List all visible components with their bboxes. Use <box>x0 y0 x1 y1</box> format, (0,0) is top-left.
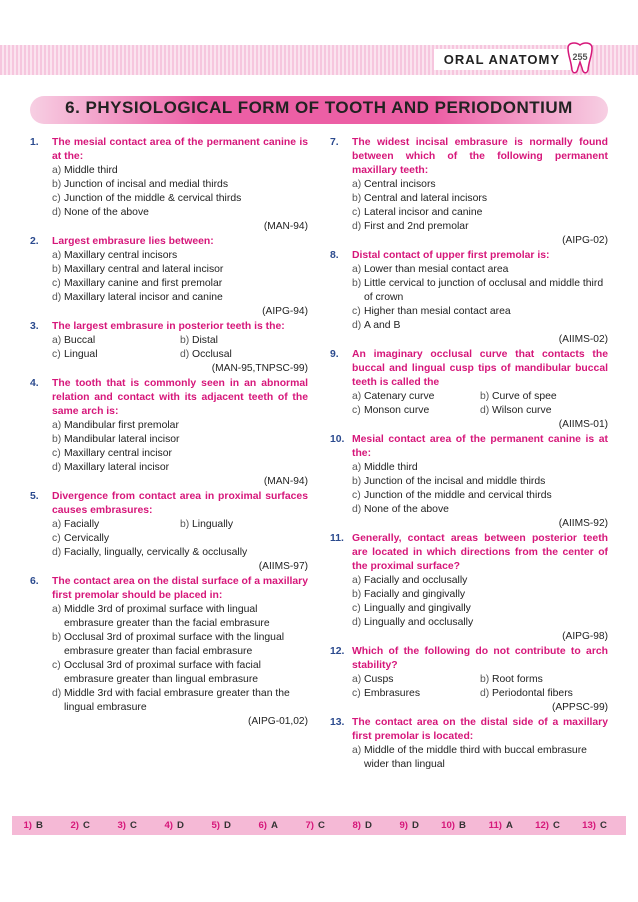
question-source: (AIIMS-97) <box>258 561 308 572</box>
answer-item <box>529 820 576 831</box>
answer-number: 1) <box>23 820 32 831</box>
option-text: Higher than mesial contact area <box>364 306 511 317</box>
option-text: None of the above <box>364 504 449 515</box>
option <box>52 532 308 546</box>
question-source: (MAN-95,TNPSC-99) <box>211 363 308 374</box>
option-text: Buccal <box>64 335 96 346</box>
option <box>352 263 608 277</box>
option-letter: a) <box>52 335 62 346</box>
option <box>180 348 308 362</box>
question-number: 10. <box>330 434 345 445</box>
option <box>352 602 608 616</box>
option-text: Middle 3rd with facial embrasure greater than the lingual embrasure <box>64 688 290 713</box>
option <box>352 192 608 206</box>
answer-value: D <box>412 820 419 831</box>
answer-item <box>153 820 200 831</box>
option-letter: c) <box>52 448 61 459</box>
question-text: The largest embrasure in posterior teeth is the: <box>52 321 285 332</box>
option-letter: d) <box>352 221 362 232</box>
option-letter: a) <box>352 264 362 275</box>
option <box>352 616 608 630</box>
option-text: Facially and occlusally <box>364 575 468 586</box>
answer-value: D <box>365 820 372 831</box>
answer-item <box>294 820 341 831</box>
option-text: Wilson curve <box>492 405 552 416</box>
option-pair <box>52 348 308 362</box>
answer-item <box>341 820 388 831</box>
option-pair <box>352 687 608 701</box>
option-letter: b) <box>352 278 362 289</box>
option <box>52 249 308 263</box>
option-text: Occlusal 3rd of proximal surface with facial embrasure greater than lingual embrasure <box>64 660 261 685</box>
question-number: 11. <box>330 533 344 544</box>
option-text: Lingually and occlusally <box>364 617 474 628</box>
option-letter: d) <box>52 292 62 303</box>
question <box>330 348 608 432</box>
answer-number: 3) <box>117 820 126 831</box>
question-number: 1. <box>30 137 39 148</box>
option-text: Facially and gingivally <box>364 589 466 600</box>
option-letter: b) <box>52 434 62 445</box>
question <box>330 433 608 531</box>
option <box>52 631 308 659</box>
answer-number: 2) <box>70 820 79 831</box>
option-letter: c) <box>52 349 61 360</box>
question-stem <box>30 320 308 334</box>
section-title: ORAL ANATOMY <box>434 49 570 70</box>
option-text: Lower than mesial contact area <box>364 264 509 275</box>
option-text: Maxillary lateral incisor <box>64 462 170 473</box>
option-letter: d) <box>480 405 490 416</box>
option-text: Occlusal <box>192 349 232 360</box>
answer-number: 5) <box>211 820 220 831</box>
option-letter: a) <box>52 604 62 615</box>
option <box>352 319 608 333</box>
question-text: Mesial contact area of the permanent canine is at the: <box>352 434 608 459</box>
option <box>352 277 608 305</box>
option <box>480 687 608 701</box>
question-stem <box>30 235 308 249</box>
question-source: (AIIMS-92) <box>558 518 608 529</box>
answer-value: D <box>224 820 231 831</box>
question-source: (AIIMS-02) <box>558 334 608 345</box>
option-letter: c) <box>52 660 61 671</box>
answer-item <box>200 820 247 831</box>
option-letter: b) <box>180 519 190 530</box>
option <box>180 334 308 348</box>
answer-value: C <box>318 820 325 831</box>
option <box>352 390 480 404</box>
question <box>330 136 608 248</box>
question-stem <box>330 136 608 178</box>
option-letter: d) <box>52 462 62 473</box>
option <box>352 744 608 772</box>
option <box>52 687 308 715</box>
option-letter: c) <box>352 405 361 416</box>
option-text: Facially, lingually, cervically & occlusally <box>64 547 248 558</box>
option-letter: a) <box>352 391 362 402</box>
question-number: 9. <box>330 349 339 360</box>
option-letter: a) <box>52 420 62 431</box>
option-letter: b) <box>480 674 490 685</box>
option-letter: c) <box>352 603 361 614</box>
option-letter: c) <box>52 278 61 289</box>
option-letter: b) <box>480 391 490 402</box>
question-text: Largest embrasure lies between: <box>52 236 214 247</box>
page-number: 255 <box>572 52 588 62</box>
option-text: Middle third <box>364 462 418 473</box>
option-letter: c) <box>352 490 361 501</box>
option-letter: b) <box>352 193 362 204</box>
answer-value: A <box>506 820 513 831</box>
option-text: Mandibular first premolar <box>64 420 179 431</box>
question-text: Distal contact of upper first premolar is: <box>352 250 550 261</box>
option-text: Root forms <box>492 674 543 685</box>
answer-number: 6) <box>258 820 267 831</box>
option-text: Little cervical to junction of occlusal and middle third of crown <box>364 278 604 303</box>
option <box>352 206 608 220</box>
option <box>352 503 608 517</box>
answer-value: C <box>553 820 560 831</box>
answer-value: B <box>36 820 43 831</box>
answer-number: 13) <box>582 820 596 831</box>
option <box>352 588 608 602</box>
question-text: Which of the following do not contribute to arch stability? <box>352 646 608 671</box>
option-letter: a) <box>352 674 362 685</box>
option-text: Lingually and gingivally <box>364 603 471 614</box>
question-source: (AIPG-01,02) <box>247 716 308 727</box>
option-letter: d) <box>352 617 362 628</box>
option-letter: c) <box>352 306 361 317</box>
answer-value: C <box>600 820 607 831</box>
option <box>352 220 608 234</box>
option <box>52 546 308 560</box>
option <box>480 390 608 404</box>
option-letter: b) <box>180 335 190 346</box>
option-letter: a) <box>352 745 362 756</box>
option <box>352 574 608 588</box>
option-text: Cervically <box>64 533 110 544</box>
question-stem <box>30 490 308 518</box>
question-stem <box>330 433 608 461</box>
question-text: The mesial contact area of the permanent canine is at the: <box>52 137 308 162</box>
question <box>30 490 308 574</box>
option <box>352 461 608 475</box>
question-number: 8. <box>330 250 339 261</box>
question-number: 13. <box>330 717 345 728</box>
option-letter: d) <box>52 688 62 699</box>
option-text: Middle of the middle third with buccal embrasure wider than lingual <box>364 745 587 770</box>
option-text: Cusps <box>364 674 394 685</box>
option-pair <box>52 518 308 532</box>
question-number: 5. <box>30 491 39 502</box>
option-text: Facially <box>64 519 100 530</box>
option-text: Central incisors <box>364 179 436 190</box>
option <box>52 447 308 461</box>
option-pair <box>352 390 608 404</box>
answer-value: B <box>459 820 466 831</box>
option <box>352 475 608 489</box>
option-text: Maxillary central incisor <box>64 448 172 459</box>
option-letter: d) <box>180 349 190 360</box>
option-letter: a) <box>52 250 62 261</box>
answer-item <box>435 820 482 831</box>
option <box>352 178 608 192</box>
question-text: Divergence from contact area in proximal surfaces causes embrasures: <box>52 491 308 516</box>
option-letter: b) <box>352 476 362 487</box>
answer-number: 8) <box>352 820 361 831</box>
option <box>52 291 308 305</box>
right-column <box>330 136 608 773</box>
option <box>480 404 608 418</box>
option-text: Occlusal 3rd of proximal surface with the lingual embrasure greater than facial embrasure <box>64 632 285 657</box>
option-letter: a) <box>352 179 362 190</box>
option-text: Central and lateral incisors <box>364 193 488 204</box>
option-text: Monson curve <box>364 405 430 416</box>
answer-item <box>482 820 529 831</box>
question-text: An imaginary occlusal curve that contacts the buccal and lingual cusp tips of mandibular buccal teeth is called the <box>352 349 608 388</box>
option <box>52 192 308 206</box>
question-stem <box>330 348 608 390</box>
question <box>330 716 608 772</box>
option-text: None of the above <box>64 207 149 218</box>
answer-value: A <box>271 820 278 831</box>
option-text: Periodontal fibers <box>492 688 573 699</box>
question <box>30 575 308 729</box>
option-letter: d) <box>480 688 490 699</box>
question-stem <box>330 249 608 263</box>
answer-item <box>106 820 153 831</box>
option-letter: b) <box>52 632 62 643</box>
question-number: 4. <box>30 378 39 389</box>
answer-key <box>12 816 626 835</box>
left-column <box>30 136 308 730</box>
option <box>52 164 308 178</box>
answer-item <box>247 820 294 831</box>
option-letter: d) <box>352 320 362 331</box>
option-text: Distal <box>192 335 218 346</box>
option-pair <box>352 404 608 418</box>
option-text: Lingual <box>64 349 98 360</box>
answer-number: 9) <box>399 820 408 831</box>
question-stem <box>330 645 608 673</box>
option-letter: a) <box>52 165 62 176</box>
option <box>352 305 608 319</box>
option-letter: c) <box>352 688 361 699</box>
option <box>52 263 308 277</box>
option-letter: c) <box>352 207 361 218</box>
question-stem <box>330 716 608 744</box>
question-text: The tooth that is commonly seen in an abnormal relation and contact with its adjacent teeth of the same arch is: <box>52 378 308 417</box>
option <box>52 461 308 475</box>
option-letter: a) <box>352 575 362 586</box>
question-stem <box>330 532 608 574</box>
option <box>52 178 308 192</box>
answer-number: 7) <box>305 820 314 831</box>
question-number: 12. <box>330 646 345 657</box>
option-text: Maxillary central incisors <box>64 250 178 261</box>
answer-value: C <box>83 820 90 831</box>
option <box>352 489 608 503</box>
option-pair <box>352 673 608 687</box>
question-number: 2. <box>30 236 39 247</box>
answer-number: 4) <box>164 820 173 831</box>
option-text: Curve of spee <box>492 391 557 402</box>
answer-value: C <box>130 820 137 831</box>
option <box>480 673 608 687</box>
option-text: Maxillary lateral incisor and canine <box>64 292 223 303</box>
question <box>30 136 308 234</box>
option-text: Middle 3rd of proximal surface with lingual embrasure greater than the facial embrasure <box>64 604 270 629</box>
option-text: Middle third <box>64 165 118 176</box>
option-letter: b) <box>52 179 62 190</box>
question-text: Generally, contact areas between posterior teeth are located in which directions from the center of the proximal surface? <box>352 533 608 572</box>
question-source: (APPSC-99) <box>551 702 608 713</box>
option-letter: c) <box>52 193 61 204</box>
question-number: 7. <box>330 137 339 148</box>
option <box>52 433 308 447</box>
answer-item <box>388 820 435 831</box>
answer-number: 10) <box>441 820 455 831</box>
option <box>52 659 308 687</box>
option-text: Maxillary canine and first premolar <box>64 278 223 289</box>
option-text: Junction of the incisal and middle thirds <box>364 476 546 487</box>
option-letter: d) <box>52 547 62 558</box>
option-text: Junction of the middle and cervical thirds <box>364 490 552 501</box>
option-letter: c) <box>52 533 61 544</box>
option-text: Lateral incisor and canine <box>364 207 483 218</box>
option <box>180 518 308 532</box>
question-number: 6. <box>30 576 39 587</box>
question <box>330 249 608 347</box>
question <box>30 377 308 489</box>
option <box>52 419 308 433</box>
option-letter: a) <box>52 519 62 530</box>
answer-item <box>59 820 106 831</box>
option-text: Mandibular lateral incisor <box>64 434 180 445</box>
answer-value: D <box>177 820 184 831</box>
question <box>330 645 608 715</box>
option-text: Junction of incisal and medial thirds <box>64 179 229 190</box>
option-pair <box>52 334 308 348</box>
option-text: Maxillary central and lateral incisor <box>64 264 224 275</box>
question <box>330 532 608 644</box>
option-text: Embrasures <box>364 688 421 699</box>
question-stem <box>30 136 308 164</box>
question-stem <box>30 377 308 419</box>
option-letter: d) <box>52 207 62 218</box>
question-source: (AIIMS-01) <box>558 419 608 430</box>
question-source: (MAN-94) <box>263 476 308 487</box>
question-text: The contact area on the distal side of a maxillary first premolar is located: <box>352 717 608 742</box>
question-source: (AIPG-02) <box>562 235 608 246</box>
question <box>30 320 308 376</box>
question-text: The contact area on the distal surface of a maxillary first premolar should be placed in: <box>52 576 308 601</box>
option <box>52 603 308 631</box>
question-text: The widest incisal embrasure is normally found between which of the following permanent maxillary teeth: <box>352 137 608 176</box>
option-letter: b) <box>352 589 362 600</box>
answer-item <box>576 820 623 831</box>
option <box>352 687 480 701</box>
option-text: First and 2nd premolar <box>364 221 469 232</box>
option-text: Catenary curve <box>364 391 435 402</box>
option-letter: d) <box>352 504 362 515</box>
option-text: Lingually <box>192 519 234 530</box>
answer-number: 12) <box>535 820 549 831</box>
option <box>52 277 308 291</box>
option <box>52 348 180 362</box>
question-source: (AIPG-98) <box>562 631 608 642</box>
question-source: (AIPG-94) <box>262 306 308 317</box>
chapter-title: 6. PHYSIOLOGICAL FORM OF TOOTH AND PERIODONTIUM <box>65 98 573 117</box>
option <box>52 206 308 220</box>
answer-item <box>12 820 59 831</box>
option <box>352 673 480 687</box>
option-letter: b) <box>52 264 62 275</box>
option-letter: a) <box>352 462 362 473</box>
question-source: (MAN-94) <box>263 221 308 232</box>
question-number: 3. <box>30 321 39 332</box>
option-text: A and B <box>364 320 401 331</box>
option <box>52 334 180 348</box>
question-stem <box>30 575 308 603</box>
option-text: Junction of the middle & cervical thirds <box>64 193 242 204</box>
option <box>352 404 480 418</box>
answer-number: 11) <box>488 820 502 831</box>
option <box>52 518 180 532</box>
question <box>30 235 308 319</box>
